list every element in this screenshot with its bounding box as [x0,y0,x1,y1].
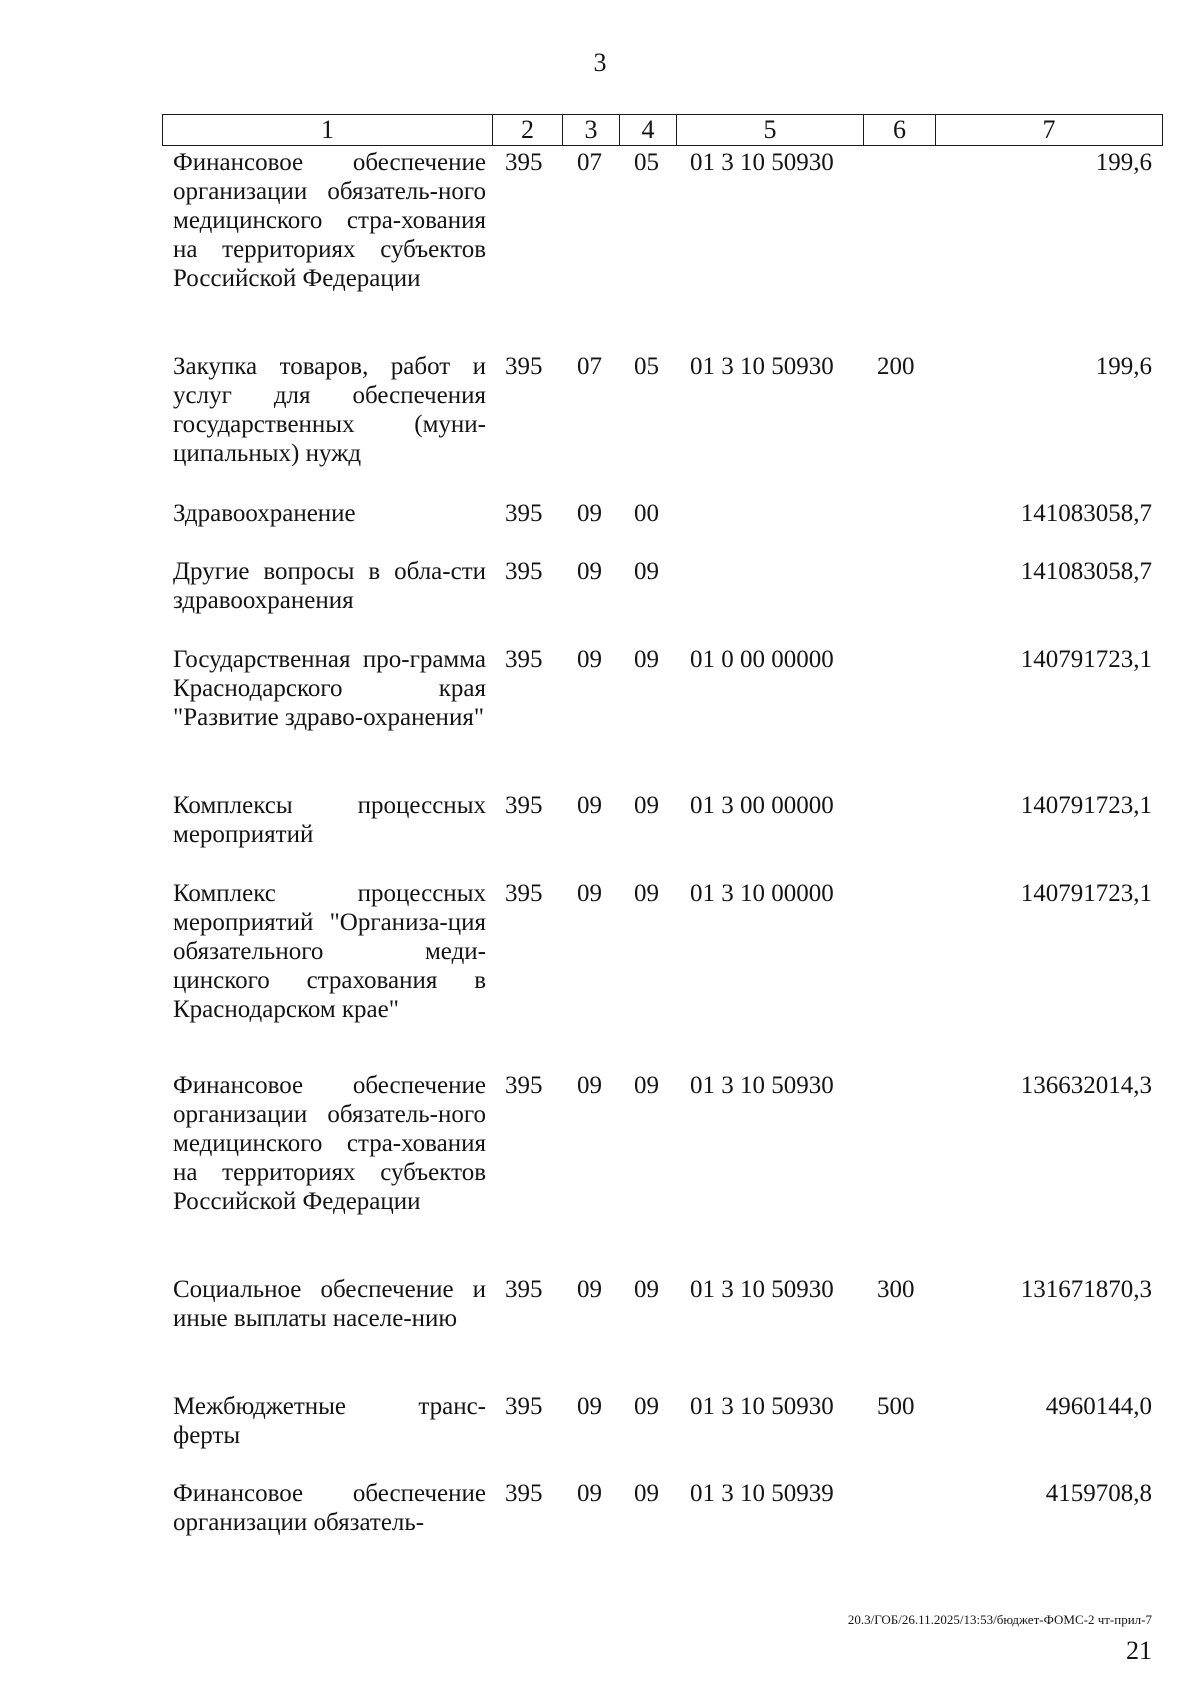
cell-col5: 01 3 10 50939 [690,1480,834,1507]
cell-col4: 09 [634,1393,659,1420]
cell-col7: 199,6 [1095,353,1152,380]
column-header-5: 5 [677,115,864,146]
cell-col3: 09 [577,558,602,585]
cell-col2: 395 [505,1072,543,1099]
row-name: Финансовое обеспечение организации обязатель-ного медицинского стра-хования на территориях субъектов Российской Федерации [173,149,486,292]
cell-col2: 395 [505,792,543,819]
cell-col2: 395 [505,558,543,585]
cell-col4: 09 [634,792,659,819]
cell-col4: 09 [634,558,659,585]
cell-col5: 01 3 10 50930 [690,353,834,380]
row-name: Комплекс процессных мероприятий "Организа-ция обязательного меди-цинского страхования в Краснодарском крае" [173,880,486,1023]
cell-col5: 01 3 00 00000 [690,792,834,819]
cell-col5: 01 3 10 50930 [690,1072,834,1099]
cell-col6: 500 [877,1393,915,1420]
cell-col2: 395 [505,353,543,380]
cell-col4: 09 [634,880,659,907]
cell-col3: 09 [577,1276,602,1303]
cell-col3: 09 [577,1480,602,1507]
column-header-row [162,114,1163,146]
column-header-6: 6 [864,115,936,146]
cell-col5: 01 3 10 00000 [690,880,834,907]
cell-col4: 05 [634,149,659,176]
cell-col6: 200 [877,353,915,380]
cell-col2: 395 [505,1480,543,1507]
cell-col7: 4960144,0 [1045,1393,1152,1420]
cell-col4: 09 [634,1480,659,1507]
cell-col3: 09 [577,792,602,819]
cell-col7: 140791723,1 [1020,792,1152,819]
cell-col7: 141083058,7 [1020,500,1152,527]
cell-col3: 09 [577,880,602,907]
cell-col3: 07 [577,353,602,380]
row-name: Другие вопросы в обла-сти здравоохранения [173,558,486,614]
cell-col2: 395 [505,880,543,907]
cell-col2: 395 [505,500,543,527]
cell-col3: 09 [577,500,602,527]
row-name: Комплексы процессных мероприятий [173,792,486,848]
document-code: 20.3/ГОБ/26.11.2025/13:53/бюджет-ФОМС-2 чт-прил-7 [847,1612,1152,1627]
cell-col4: 09 [634,1072,659,1099]
row-name: Финансовое обеспечение организации обязатель- [173,1480,486,1536]
cell-col4: 05 [634,353,659,380]
cell-col7: 141083058,7 [1020,558,1152,585]
cell-col4: 09 [634,646,659,673]
row-name: Финансовое обеспечение организации обязатель-ного медицинского стра-хования на территориях субъектов Российской Федерации [173,1072,486,1215]
row-name: Межбюджетные транс-ферты [173,1393,486,1449]
cell-col7: 199,6 [1095,149,1152,176]
cell-col5: 01 3 10 50930 [690,149,834,176]
page-number-bottom: 21 [1126,1636,1152,1665]
cell-col7: 131671870,3 [1020,1276,1152,1303]
column-header-1: 1 [163,115,493,146]
cell-col3: 09 [577,1393,602,1420]
row-name: Закупка товаров, работ и услуг для обеспечения государственных (муни-ципальных) нужд [173,353,486,467]
row-name: Социальное обеспечение и иные выплаты населе-нию [173,1276,486,1332]
cell-col2: 395 [505,149,543,176]
column-header-3: 3 [563,115,620,146]
cell-col7: 4159708,8 [1045,1480,1152,1507]
cell-col2: 395 [505,1276,543,1303]
cell-col2: 395 [505,1393,543,1420]
cell-col7: 136632014,3 [1020,1072,1152,1099]
cell-col5: 01 3 10 50930 [690,1276,834,1303]
cell-col3: 09 [577,646,602,673]
cell-col2: 395 [505,646,543,673]
cell-col7: 140791723,1 [1020,880,1152,907]
cell-col4: 00 [634,500,659,527]
cell-col6: 300 [877,1276,915,1303]
cell-col7: 140791723,1 [1020,646,1152,673]
cell-col5: 01 3 10 50930 [690,1393,834,1420]
column-header-4: 4 [620,115,677,146]
cell-col5: 01 0 00 00000 [690,646,834,673]
column-header-2: 2 [493,115,563,146]
cell-col4: 09 [634,1276,659,1303]
column-header-7: 7 [936,115,1163,146]
cell-col3: 07 [577,149,602,176]
cell-col3: 09 [577,1072,602,1099]
row-name: Государственная про-грамма Краснодарского края "Развитие здраво-охранения" [173,646,486,731]
row-name: Здравоохранение [173,500,356,527]
page-number-top: 3 [593,48,607,77]
